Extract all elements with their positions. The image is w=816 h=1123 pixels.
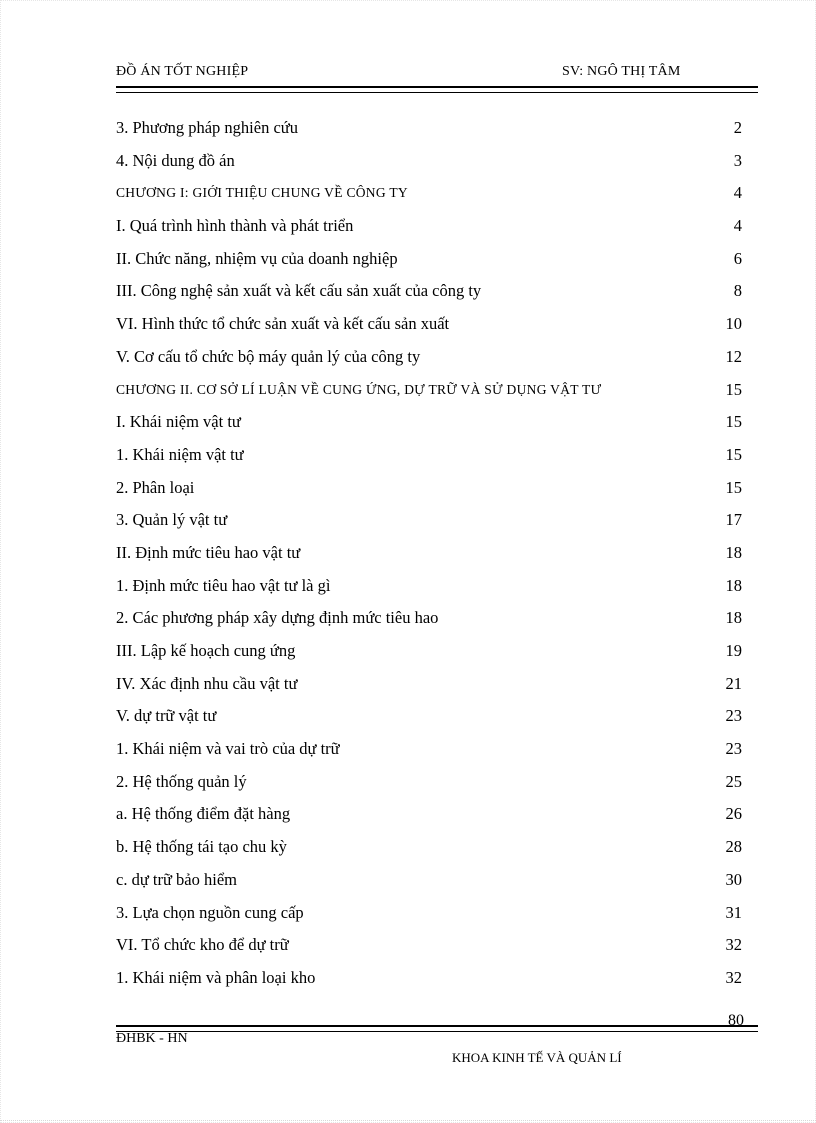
- toc-entry-page: 4: [733, 183, 742, 203]
- toc-row: [116, 831, 742, 864]
- toc-entry-title: 1. Khái niệm và vai trò của dự trữ: [116, 739, 340, 759]
- toc-entry-page: 19: [725, 641, 742, 660]
- toc-entry-title: 1. Khái niệm và phân loại kho: [116, 967, 316, 987]
- toc-row: [116, 145, 742, 178]
- toc-entry-page: 23: [725, 739, 742, 759]
- toc-row: [116, 766, 742, 799]
- toc-entry-page: 28: [725, 837, 742, 857]
- toc-entry-title: II. Chức năng, nhiệm vụ của doanh nghiệp: [116, 248, 398, 268]
- toc-row: [116, 570, 742, 603]
- toc-entry-title: II. Định mức tiêu hao vật tư: [116, 542, 301, 562]
- toc-entry-page: 15: [725, 379, 742, 399]
- toc-entry-page: 25: [725, 771, 742, 791]
- toc-row: [116, 439, 742, 472]
- toc-row: [116, 635, 742, 668]
- toc-entry-page: 15: [725, 477, 742, 497]
- toc-row: [116, 897, 742, 930]
- toc-entry-title: 1. Khái niệm vật tư: [116, 444, 244, 464]
- footer-school: ĐHBK - HN: [116, 1031, 188, 1046]
- toc-row: [116, 406, 742, 439]
- toc-entry-page: 26: [725, 804, 742, 824]
- toc-entry-page: 12: [725, 346, 742, 366]
- toc-row: [116, 798, 742, 831]
- toc-entry-title: III. Công nghệ sản xuất và kết cấu sản xuất của công ty: [116, 281, 482, 301]
- toc-entry-page: 21: [725, 673, 742, 693]
- toc-row: [116, 112, 742, 145]
- toc-entry-title: III. Lập kế hoạch cung ứng: [116, 641, 296, 660]
- toc-entry-title: VI. Tổ chức kho để dự trữ: [116, 935, 289, 955]
- toc-entry-title: 2. Phân loại: [116, 477, 195, 497]
- toc-entry-title: I. Khái niệm vật tư: [116, 412, 241, 432]
- toc-entry-title: 1. Định mức tiêu hao vật tư là gì: [116, 575, 331, 595]
- toc-entry-page: 32: [725, 935, 742, 955]
- footer-faculty: KHOA KINH TẾ VÀ QUẢN LÍ: [452, 1050, 622, 1065]
- toc-row: [116, 341, 742, 374]
- toc-entry-title: IV. Xác định nhu cầu vật tư: [116, 673, 298, 693]
- toc-entry-page: 32: [725, 967, 742, 987]
- toc-entry-page: 2: [733, 118, 742, 137]
- toc-row: [116, 210, 742, 243]
- toc-row: [116, 537, 742, 570]
- table-of-contents: [116, 112, 742, 995]
- toc-entry-page: 30: [725, 869, 742, 889]
- toc-row: [116, 472, 742, 505]
- toc-entry-page: 18: [725, 542, 742, 562]
- toc-row: [116, 864, 742, 897]
- toc-entry-page: 23: [725, 706, 742, 726]
- toc-row: [116, 308, 742, 341]
- toc-entry-page: 31: [725, 902, 742, 922]
- toc-row: [116, 962, 742, 995]
- toc-entry-title: I. Quá trình hình thành và phát triển: [116, 216, 354, 236]
- footer-rule: [116, 1025, 758, 1032]
- toc-entry-title: V. dự trữ vật tư: [116, 706, 217, 726]
- toc-entry-page: 8: [733, 281, 742, 301]
- page-number: 80: [728, 1012, 744, 1029]
- toc-entry-title: CHƯƠNG II. CƠ SỞ LÍ LUẬN VỀ CUNG ỨNG, DỰ TRỮ VÀ SỬ DỤNG VẬT TƯ: [116, 381, 602, 397]
- toc-row: [116, 275, 742, 308]
- toc-row: [116, 602, 742, 635]
- toc-entry-title: c. dự trữ bảo hiểm: [116, 869, 237, 889]
- toc-entry-page: 18: [725, 575, 742, 595]
- toc-entry-title: CHƯƠNG I: GIỚI THIỆU CHUNG VỀ CÔNG TY: [116, 185, 408, 201]
- header-student: SV: NGÔ THỊ TÂM: [562, 64, 681, 79]
- toc-chapter-row: [116, 374, 742, 407]
- header-rule: [116, 86, 758, 93]
- toc-entry-title: b. Hệ thống tái tạo chu kỳ: [116, 837, 287, 857]
- toc-entry-page: 15: [725, 444, 742, 464]
- toc-entry-title: 3. Phương pháp nghiên cứu: [116, 118, 298, 137]
- toc-entry-title: a. Hệ thống điểm đặt hàng: [116, 804, 291, 824]
- toc-entry-title: V. Cơ cấu tổ chức bộ máy quản lý của công ty: [116, 346, 421, 366]
- toc-entry-page: 17: [725, 510, 742, 530]
- toc-row: [116, 243, 742, 276]
- toc-entry-page: 4: [733, 216, 742, 236]
- toc-entry-title: 4. Nội dung đồ án: [116, 150, 235, 170]
- toc-entry-title: 2. Hệ thống quản lý: [116, 771, 247, 791]
- toc-entry-title: 2. Các phương pháp xây dựng định mức tiêu hao: [116, 608, 439, 628]
- toc-row: [116, 733, 742, 766]
- toc-entry-title: VI. Hình thức tổ chức sản xuất và kết cấu sản xuất: [116, 314, 450, 334]
- toc-entry-page: 6: [733, 248, 742, 268]
- toc-chapter-row: [116, 177, 742, 210]
- toc-entry-page: 15: [725, 412, 742, 432]
- header-title: ĐỒ ÁN TỐT NGHIỆP: [116, 64, 249, 79]
- toc-row: [116, 504, 742, 537]
- toc-entry-title: 3. Quản lý vật tư: [116, 510, 228, 530]
- toc-entry-page: 3: [733, 150, 742, 170]
- toc-entry-title: 3. Lựa chọn nguồn cung cấp: [116, 902, 304, 922]
- page-bottom-edge: [0, 1120, 816, 1122]
- toc-row: [116, 668, 742, 701]
- toc-entry-page: 18: [725, 608, 742, 628]
- toc-row: [116, 700, 742, 733]
- toc-row: [116, 929, 742, 962]
- toc-entry-page: 10: [725, 314, 742, 334]
